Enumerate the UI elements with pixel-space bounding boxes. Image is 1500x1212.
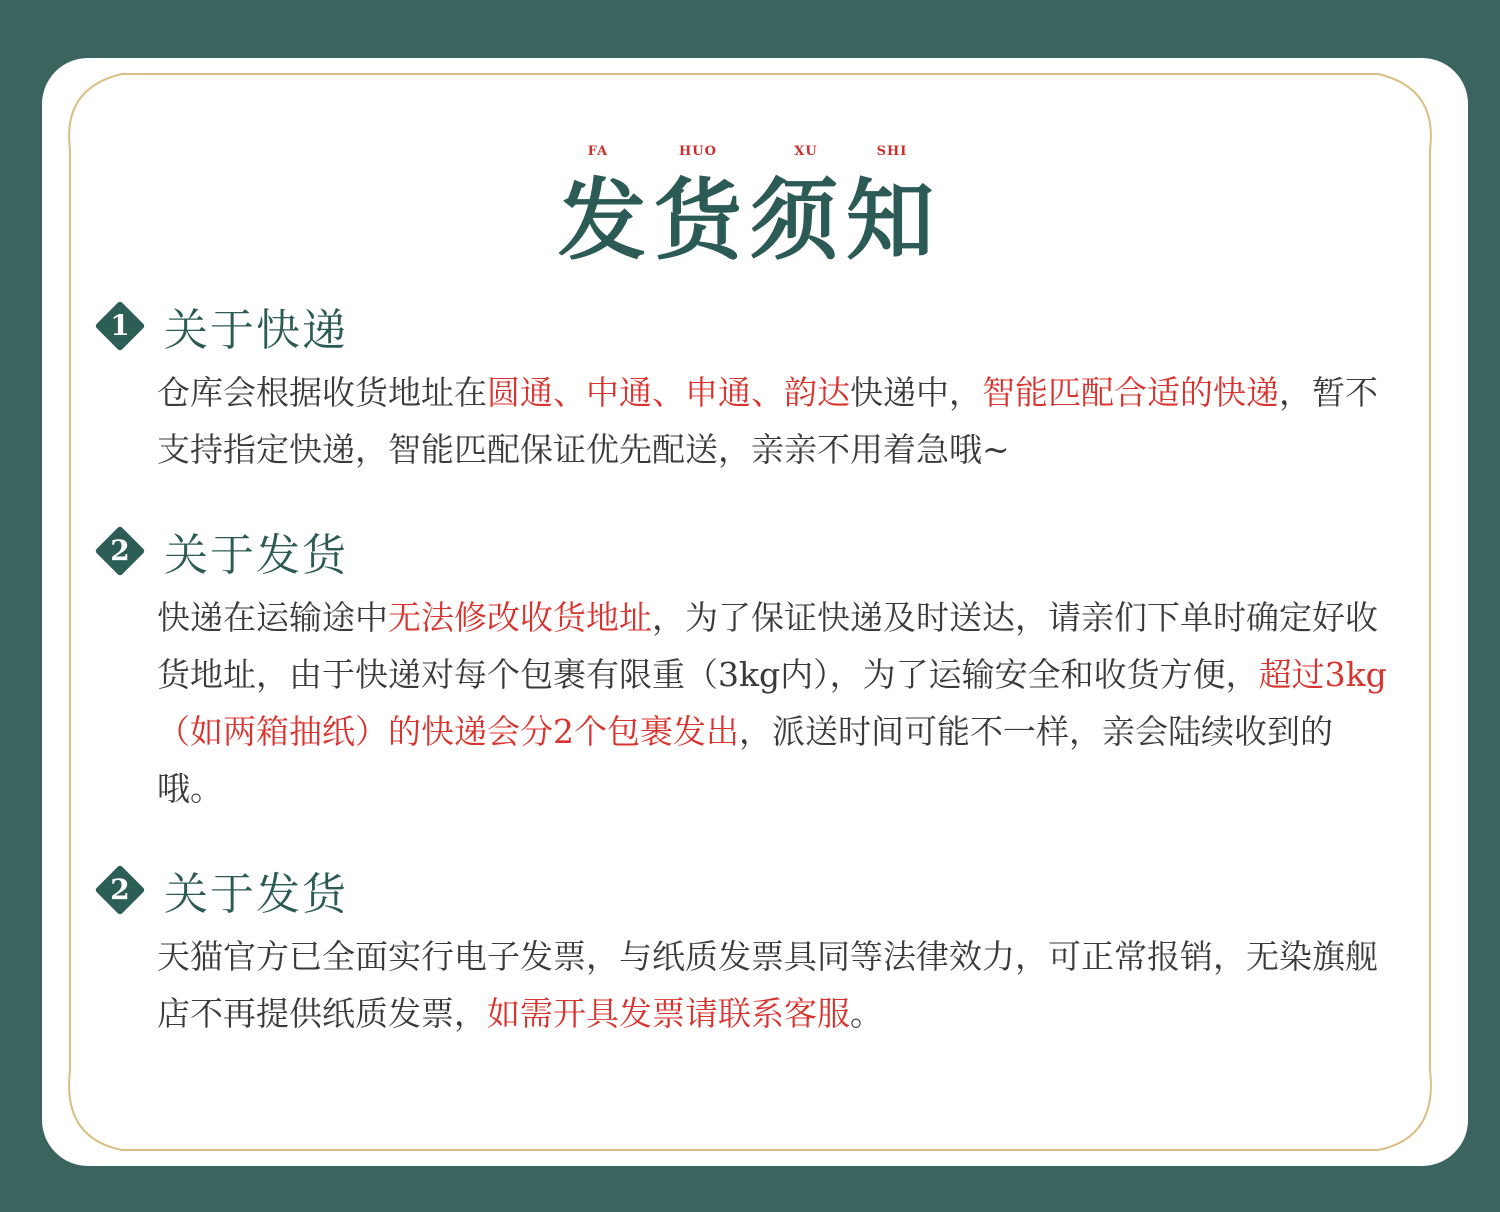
section-header-invoice — [94, 860, 348, 920]
section-body-invoice — [157, 928, 1397, 1042]
pinyin-xu: XU — [794, 144, 818, 159]
pinyin-fa: FA — [587, 144, 609, 159]
highlighted-text: 智能匹配合适的快递 — [982, 373, 1279, 412]
section-header-shipping — [94, 521, 348, 581]
body-text: 快递中， — [850, 373, 982, 412]
body-text: 快递在运输途中 — [157, 598, 388, 637]
section-title: 关于快递 — [164, 305, 348, 356]
section-title: 关于发货 — [164, 530, 348, 581]
highlighted-text: 如需开具发票请联系客服 — [487, 994, 850, 1033]
body-text: ，派送时间可能不一样，亲会陆续收到的哦。 — [157, 712, 1333, 808]
body-text: ，暂不支持指定快递，智能匹配保证优先配送，亲亲不用着急哦~ — [157, 373, 1378, 469]
page-title: 发货须知 — [557, 168, 942, 272]
pinyin-huo: HUO — [679, 144, 717, 159]
number-badge-icon: 2 — [94, 864, 146, 916]
section-body-shipping — [157, 589, 1397, 817]
pinyin-shi: SHI — [876, 144, 908, 159]
body-text: 。 — [850, 994, 883, 1033]
section-title: 关于发货 — [164, 869, 348, 920]
body-text: 仓库会根据收货地址在 — [157, 373, 487, 412]
number-badge-icon: 2 — [94, 525, 146, 577]
title-pinyin-row — [0, 144, 1500, 160]
number-badge-icon: 1 — [94, 300, 146, 352]
highlighted-text: 无法修改收货地址 — [388, 598, 652, 637]
body-text: 天猫官方已全面实行电子发票，与纸质发票具同等法律效力，可正常报销，无染旗舰店不再提供纸质发票， — [157, 937, 1378, 1033]
section-header-express — [94, 296, 348, 356]
highlighted-text: 圆通、中通、申通、韵达 — [487, 373, 850, 412]
highlighted-text: 超过3kg（如两箱抽纸）的快递会分2个包裹发出 — [157, 655, 1387, 751]
section-body-express — [157, 364, 1397, 478]
body-text: ，为了保证快递及时送达，请亲们下单时确定好收货地址，由于快递对每个包裹有限重（3kg内），为了运输安全和收货方便， — [157, 598, 1378, 694]
